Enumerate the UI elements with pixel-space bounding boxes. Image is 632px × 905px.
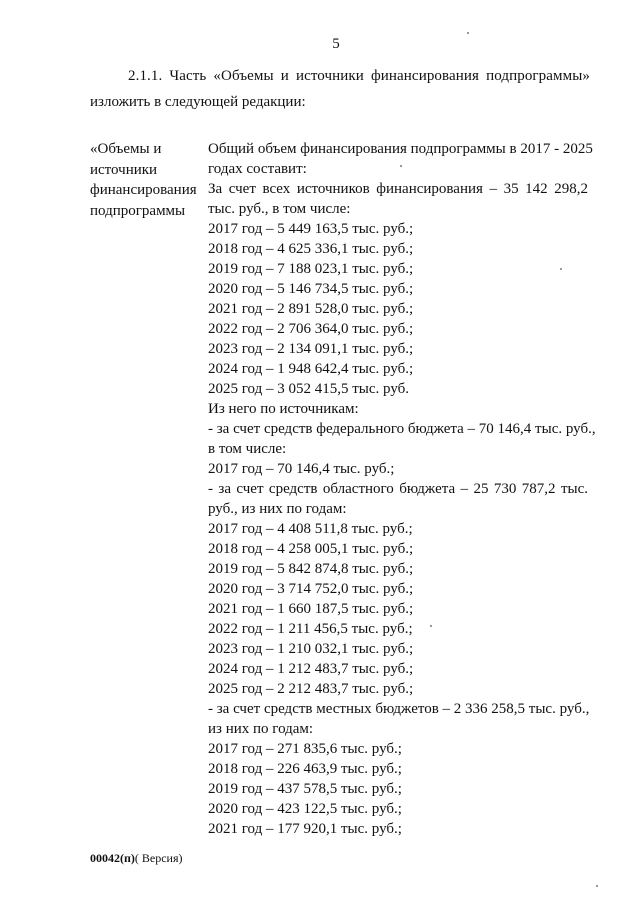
financing-line: 2025 год – 2 212 483,7 тыс. руб.; (208, 681, 414, 697)
financing-line: 2018 год – 4 258 005,1 тыс. руб.; (208, 541, 414, 557)
financing-line: 2020 год – 3 714 752,0 тыс. руб.; (208, 581, 414, 597)
intro-line-1: 2.1.1. Часть «Объемы и источники финансирования подпрограммы» (128, 68, 590, 84)
financing-line: 2021 год – 2 891 528,0 тыс. руб.; (208, 301, 414, 317)
financing-line: За счет всех источников финансирования – 35 142 298,2 (208, 181, 588, 197)
scan-speck (560, 268, 562, 270)
financing-line: 2023 год – 2 134 091,1 тыс. руб.; (208, 341, 414, 357)
intro-line-2: изложить в следующей редакции: (90, 94, 306, 110)
section-label-line: источники (90, 161, 158, 178)
financing-line: 2021 год – 1 660 187,5 тыс. руб.; (208, 601, 414, 617)
financing-line: руб., из них по годам: (208, 501, 347, 517)
financing-line: 2024 год – 1 212 483,7 тыс. руб.; (208, 661, 414, 677)
document-code: 00042(п) (90, 851, 135, 865)
financing-line: тыс. руб., в том числе: (208, 201, 351, 217)
scan-speck (430, 625, 432, 627)
financing-line: Общий объем финансирования подпрограммы в 2017 - 2025 (208, 141, 593, 157)
document-version: ( Версия) (134, 851, 183, 865)
financing-line: 2018 год – 226 463,9 тыс. руб.; (208, 761, 402, 777)
financing-line: 2020 год – 423 122,5 тыс. руб.; (208, 801, 402, 817)
intro-paragraph (90, 63, 590, 115)
section-label-line: финансирования (90, 182, 197, 198)
section-label-line: «Объемы и (90, 141, 162, 157)
section-label-line: подпрограммы (90, 202, 186, 219)
financing-line: 2019 год – 7 188 023,1 тыс. руб.; (208, 261, 414, 277)
financing-line: 2019 год – 5 842 874,8 тыс. руб.; (208, 561, 414, 577)
scan-speck (400, 165, 402, 167)
financing-line: 2025 год – 3 052 415,5 тыс. руб. (208, 381, 410, 397)
financing-line: в том числе: (208, 441, 287, 457)
financing-line: - за счет средств областного бюджета – 25 730 787,2 тыс. (208, 481, 588, 497)
financing-line: 2017 год – 5 449 163,5 тыс. руб.; (208, 221, 414, 237)
financing-line: 2017 год – 70 146,4 тыс. руб.; (208, 461, 395, 477)
financing-line: 2019 год – 437 578,5 тыс. руб.; (208, 781, 402, 797)
financing-line: - за счет средств федерального бюджета – 70 146,4 тыс. руб., (208, 421, 596, 437)
financing-line: из них по годам: (208, 721, 314, 737)
page-number: 5 (332, 36, 340, 52)
section-label (90, 139, 205, 221)
financing-line: 2024 год – 1 948 642,4 тыс. руб.; (208, 361, 414, 377)
financing-details (208, 139, 596, 839)
financing-line: 2017 год – 4 408 511,8 тыс. руб.; (208, 521, 413, 537)
financing-line: годах составит: (208, 161, 307, 177)
scan-speck (467, 32, 469, 34)
financing-line: 2022 год – 2 706 364,0 тыс. руб.; (208, 321, 414, 337)
footer (90, 850, 183, 866)
financing-line: 2021 год – 177 920,1 тыс. руб.; (208, 821, 402, 837)
financing-line: 2022 год – 1 211 456,5 тыс. руб.; (208, 621, 413, 637)
financing-line: 2020 год – 5 146 734,5 тыс. руб.; (208, 281, 414, 297)
financing-line: 2023 год – 1 210 032,1 тыс. руб.; (208, 641, 414, 657)
financing-line: Из него по источникам: (208, 401, 359, 417)
financing-line: - за счет средств местных бюджетов – 2 336 258,5 тыс. руб., (208, 701, 590, 717)
financing-line: 2018 год – 4 625 336,1 тыс. руб.; (208, 241, 414, 257)
financing-line: 2017 год – 271 835,6 тыс. руб.; (208, 741, 402, 757)
scan-speck (596, 885, 598, 887)
